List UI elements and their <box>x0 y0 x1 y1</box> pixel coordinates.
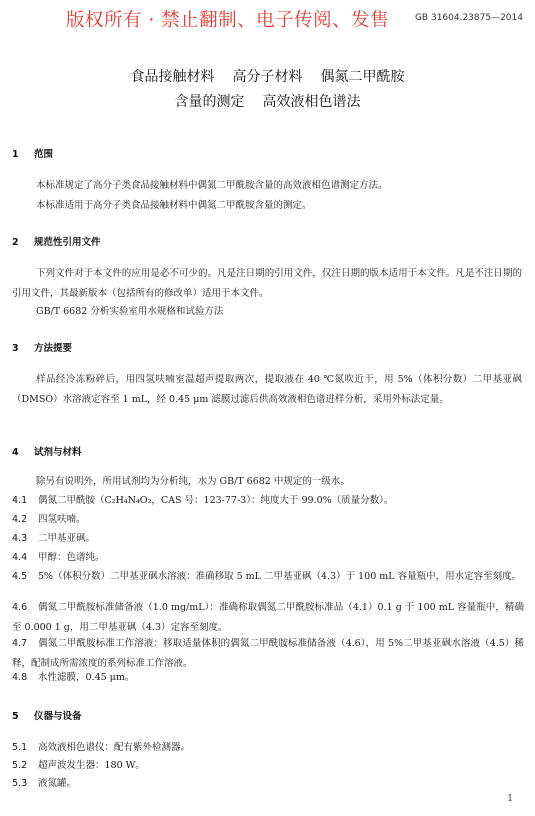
section-number: 1 <box>12 149 19 160</box>
watermark-banner: 版权所有 · 禁止翻制、电子传阅、发售 <box>66 10 390 31</box>
section-heading-scope <box>12 146 53 160</box>
section-heading-normative-references <box>12 234 101 248</box>
reference-entry: GB/T 6682 分析实验室用水规格和试验方法 <box>36 306 224 317</box>
method-summary-paragraph: 样品经冷冻粉碎后，用四氢呋喃室温超声提取两次，提取液在 40 ℃氮吹近干，用 5%（体积分数）二甲基亚砜（DMSO）水溶液定容至 1 mL，经 0.45 μm 滤膜过滤后供高效液相色谱进样分析，采用外标法定量。 <box>12 374 522 405</box>
list-item: 5.2 超声波发生器：180 W。 <box>12 760 145 771</box>
page-number: 1 <box>507 794 513 804</box>
section-title: 方法提要 <box>34 343 73 354</box>
scope-paragraph-2: 本标准适用于高分子类食品接触材料中偶氮二甲酰胺含量的测定。 <box>36 200 312 211</box>
section-heading-reagents <box>12 444 82 458</box>
list-item: 5.1 高效液相色谱仪：配有紫外检测器。 <box>12 742 191 753</box>
list-item: 4.2 四氢呋喃。 <box>12 514 86 525</box>
list-item: 4.6 偶氮二甲酰胺标准储备液（1.0 mg/mL）：准确称取偶氮二甲酰胺标准品（4.1）0.1 g 于 100 mL 容量瓶中，精确至 0.000 1 g，用二甲基亚砜（4.3）定容至刻度。 <box>12 602 524 633</box>
section-heading-method-summary <box>12 340 72 354</box>
list-item: 4.8 水性滤膜，0.45 μm。 <box>12 672 135 683</box>
standard-code: GB 31604.23875—2014 <box>414 13 523 23</box>
title-part: 高分子材料 <box>232 69 303 85</box>
list-item: 4.7 偶氮二甲酰胺标准工作溶液：移取适量体积的偶氮二甲酰胺标准储备液（4.6），用 5%二甲基亚砜水溶液（4.5）稀释，配制成所需浓度的系列标准工作溶液。 <box>12 638 524 669</box>
document-title-line-2 <box>0 91 535 111</box>
document-title-line-1 <box>0 66 535 86</box>
section-number: 4 <box>12 447 19 458</box>
title-part: 高效液相色谱法 <box>262 94 361 110</box>
list-item: 4.3 二甲基亚砜。 <box>12 533 96 544</box>
section-title: 试剂与材料 <box>34 447 82 458</box>
references-paragraph: 下列文件对于本文件的应用是必不可少的。凡是注日期的引用文件，仅注日期的版本适用于本文件。凡是不注日期的引用文件，其最新版本（包括所有的修改单）适用于本文件。 <box>12 268 522 299</box>
title-part: 食品接触材料 <box>130 69 215 85</box>
title-part: 偶氮二甲酰胺 <box>320 69 405 85</box>
section-title: 规范性引用文件 <box>34 237 101 248</box>
section-number: 5 <box>12 711 19 722</box>
section-heading-instruments <box>12 708 82 722</box>
list-item: 4.4 甲醇：色谱纯。 <box>12 552 105 563</box>
section-title: 范围 <box>34 149 54 160</box>
list-item: 5.3 液氮罐。 <box>12 778 77 789</box>
list-item: 4.1 偶氮二甲酰胺（C₂H₄N₄O₂，CAS 号：123-77-3）：纯度大于 99.0%（质量分数）。 <box>12 495 394 506</box>
section-number: 3 <box>12 343 19 354</box>
scope-paragraph-1: 本标准规定了高分子类食品接触材料中偶氮二甲酰胺含量的高效液相色谱测定方法。 <box>36 180 388 191</box>
section-title: 仪器与设备 <box>34 711 82 722</box>
reagents-intro: 除另有说明外，所用试剂均为分析纯，水为 GB/T 6682 中规定的一级水。 <box>36 476 350 487</box>
title-part: 含量的测定 <box>174 94 245 110</box>
page-header <box>0 4 535 34</box>
list-item: 4.5 5%（体积分数）二甲基亚砜水溶液：准确移取 5 mL 二甲基亚砜（4.3）于 100 mL 容量瓶中，用水定容至刻度。 <box>12 571 522 582</box>
section-number: 2 <box>12 237 19 248</box>
